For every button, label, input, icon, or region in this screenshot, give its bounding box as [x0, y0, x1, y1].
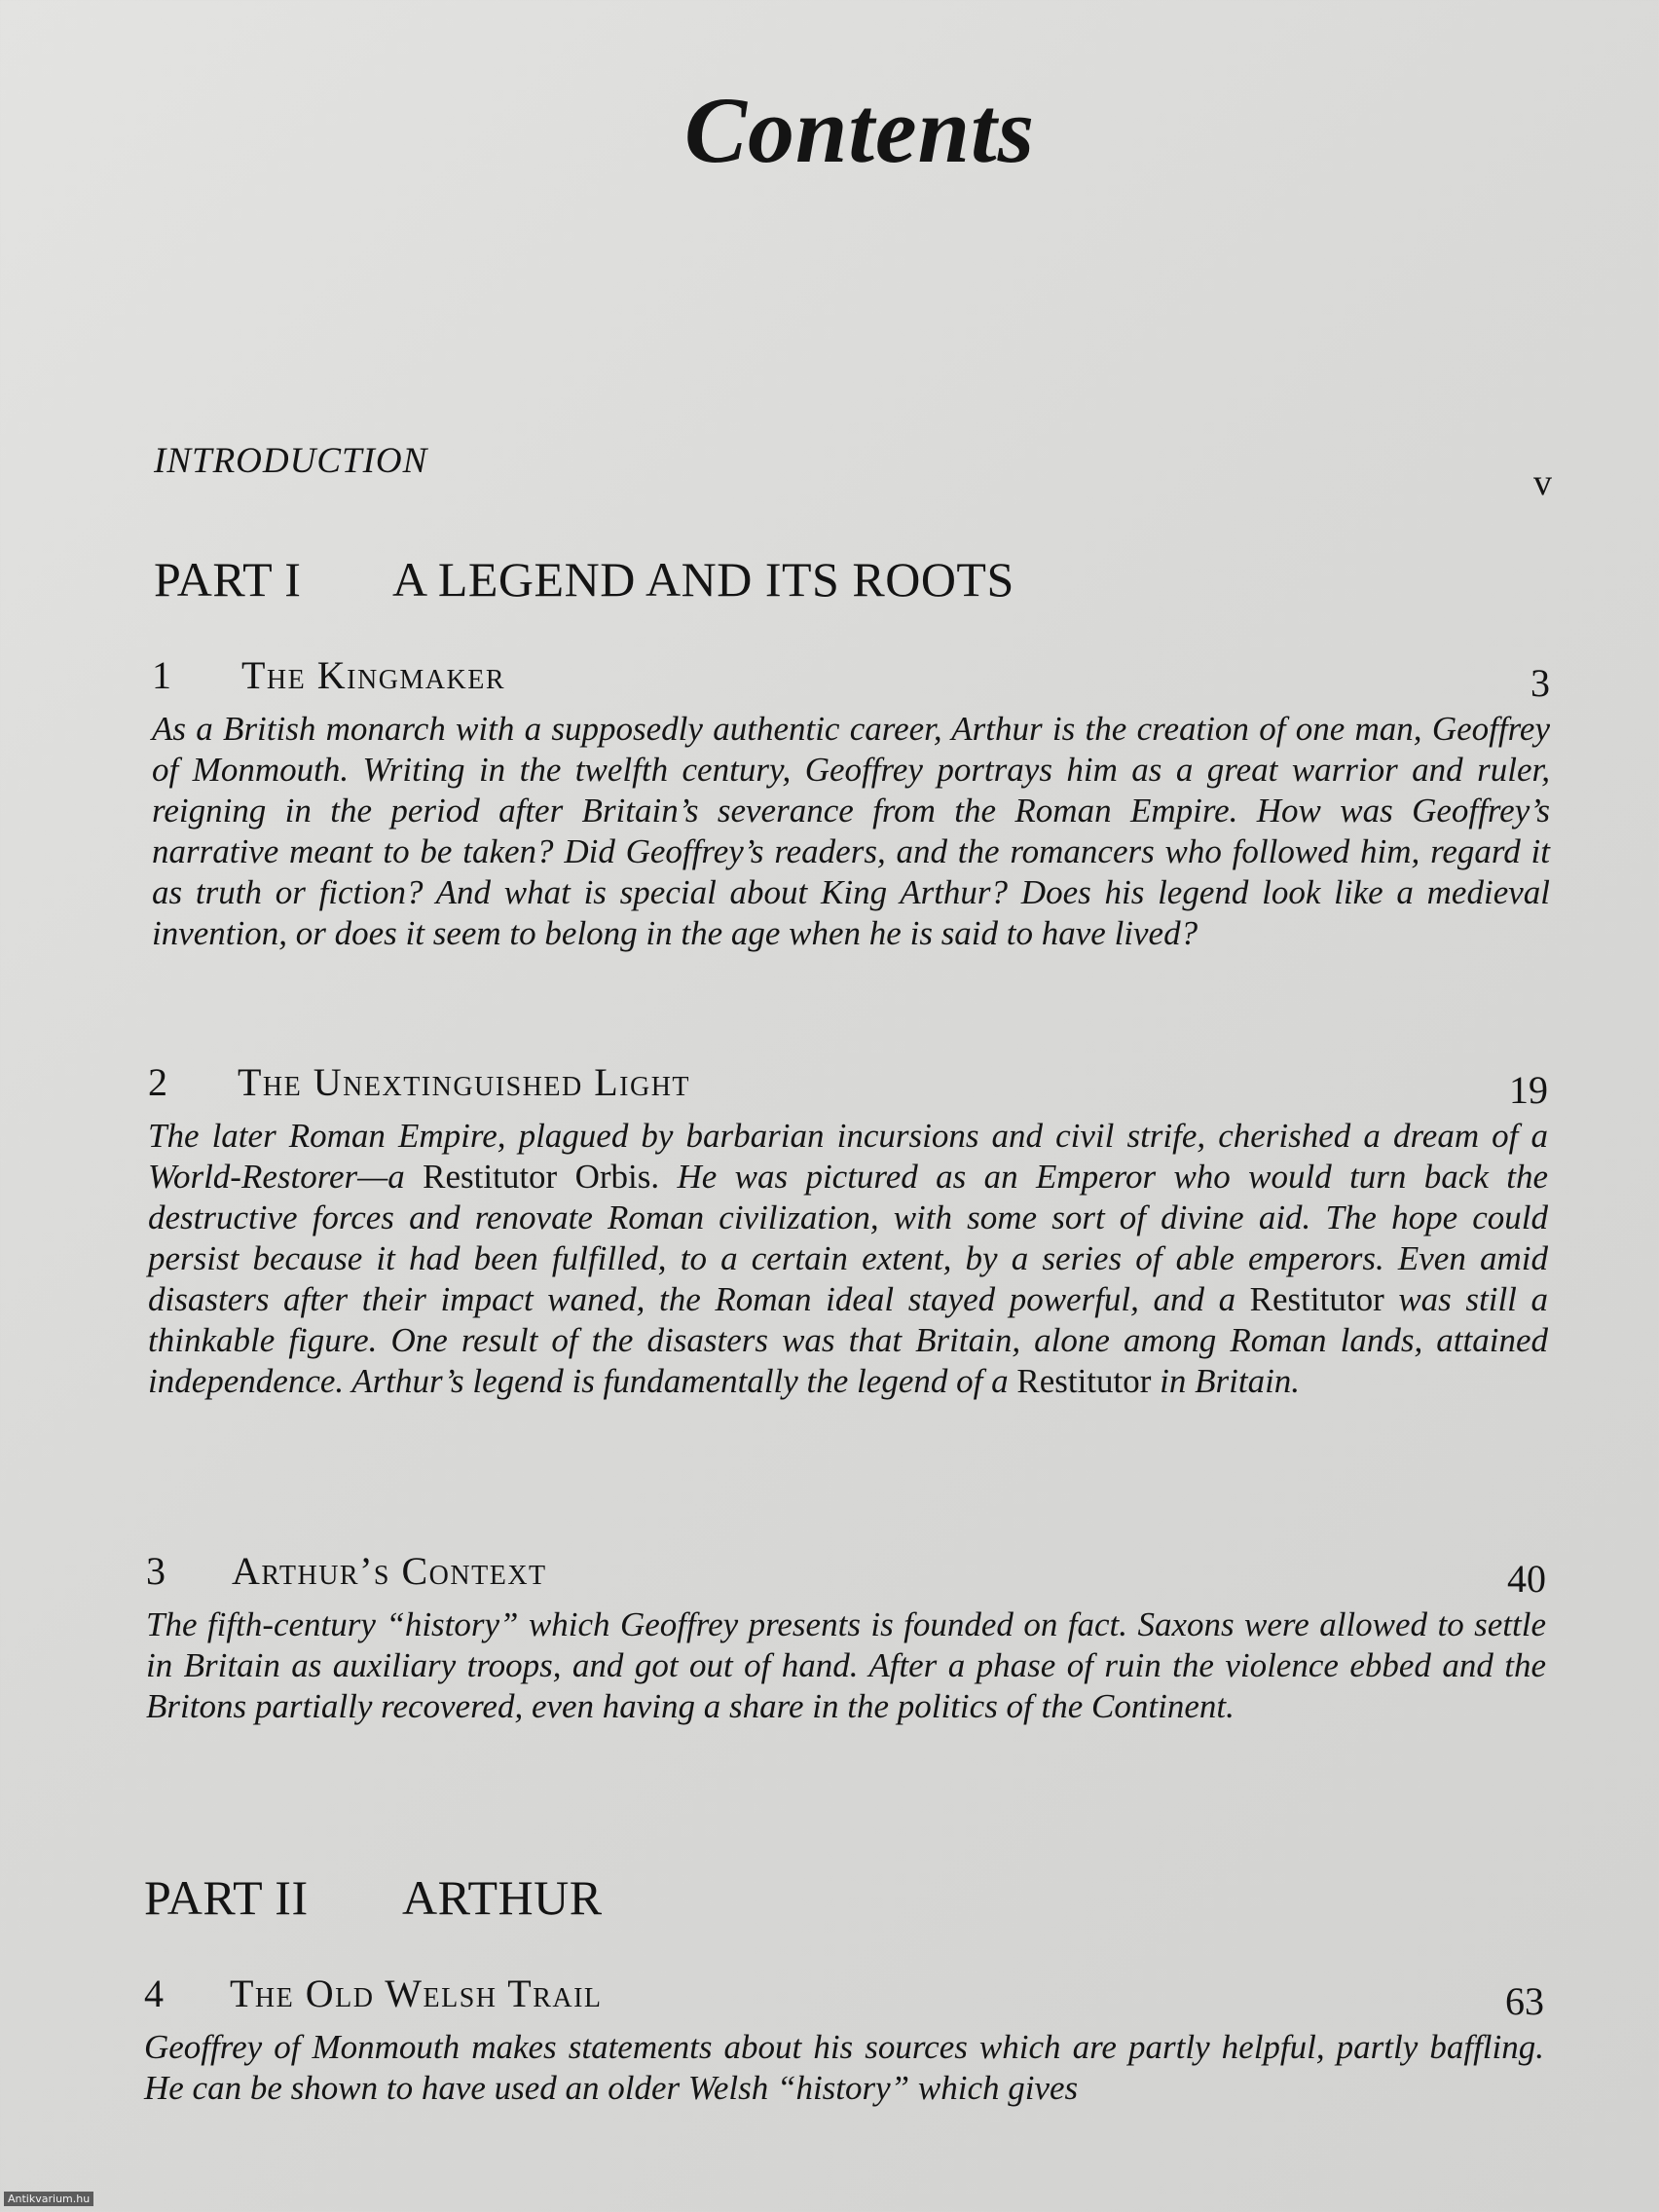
introduction-page-number: v [1533, 462, 1552, 503]
chapter-heading [152, 652, 1550, 709]
description-text: in Britain. [1151, 1362, 1301, 1400]
introduction-entry [154, 440, 1552, 503]
chapter-entry-3 [146, 1548, 1546, 1727]
chapter-description: Geoffrey of Monmouth makes statements about his sources which are partly helpful, partly baffling. He can be shown to have used an older Welsh “history” which gives [144, 2028, 1544, 2107]
chapter-entry-1 [152, 652, 1550, 954]
chapter-heading [148, 1059, 1548, 1116]
chapter-title: The Unextinguished Light [238, 1060, 691, 1104]
chapter-number: 3 [146, 1549, 166, 1593]
description-text: was still a thinkable figure. One result of the disasters was that Britain, alone among Roman lands, attained independence. Arthur’s legend is fundamentally the legend of a [148, 1280, 1548, 1400]
chapter-description: As a British monarch with a supposedly authentic career, Arthur is the creation of one man, Geoffrey of Monmouth. Writing in the twelfth century, Geoffrey portrays him as a great warrior and ruler, reigning in the period after Britain’s severance from the Roman Empire. How was Geoffrey’s narrative meant to be taken? Did Geoffrey’s readers, and the romancers who followed him, regard it as truth or fiction? And what is special about King Arthur? Does his legend look like a medieval invention, or does it seem to belong in the age when he is said to have lived? [152, 710, 1550, 952]
description-roman-term: Restitutor Orbis. [423, 1158, 660, 1196]
chapter-page-number: 19 [1509, 1068, 1548, 1112]
part-title: ARTHUR [402, 1870, 603, 1925]
part-label: PART II [144, 1870, 309, 1925]
description-text: The later Roman Empire, plagued by barbarian incursions and civil strife, cherished a dream of a World-Restorer—a [148, 1117, 1548, 1196]
description-roman-term: Restitutor [1016, 1362, 1152, 1400]
chapter-heading [146, 1548, 1546, 1604]
page-title: Contents [683, 78, 1036, 182]
chapter-number: 2 [148, 1060, 167, 1104]
part-title: A LEGEND AND ITS ROOTS [392, 552, 1014, 607]
chapter-description [148, 1116, 1548, 1402]
chapter-heading [144, 1971, 1544, 2027]
chapter-number: 4 [144, 1972, 164, 2015]
part-label: PART I [154, 552, 302, 607]
part-heading-1 [154, 551, 1014, 608]
chapter-title: The Kingmaker [241, 653, 506, 697]
chapter-page-number: 3 [1530, 661, 1550, 705]
part-heading-2 [144, 1869, 603, 1926]
chapter-number: 1 [152, 653, 171, 697]
chapter-page-number: 40 [1507, 1557, 1546, 1601]
chapter-page-number: 63 [1505, 1979, 1544, 2023]
description-text: He was pictured as an Emperor who would turn back the destructive forces and renovate Roman civilization, with some sort of divine aid. The hope could persist because it had been fulfilled, to a certain extent, by a series of able emperors. Even amid disasters after their impact waned, the Roman ideal stayed powerful, and a [148, 1158, 1548, 1318]
description-roman-term: Restitutor [1249, 1280, 1384, 1318]
chapter-title: The Old Welsh Trail [230, 1972, 603, 2015]
introduction-label: INTRODUCTION [154, 441, 428, 481]
chapter-entry-2 [148, 1059, 1548, 1402]
chapter-title: Arthur’s Context [232, 1549, 547, 1593]
watermark: Antikvarium.hu [4, 2192, 93, 2206]
chapter-description: The fifth-century “history” which Geoffrey presents is founded on fact. Saxons were allowed to settle in Britain as auxiliary troops, and got out of hand. After a phase of ruin the violence ebbed and the Britons partially recovered, even having a share in the politics of the Continent. [146, 1605, 1546, 1725]
chapter-entry-4 [144, 1971, 1544, 2109]
